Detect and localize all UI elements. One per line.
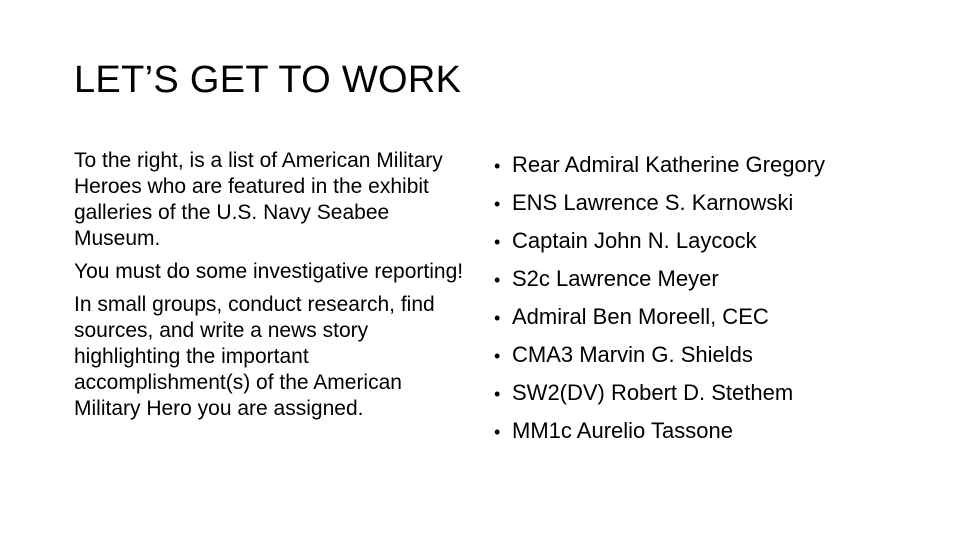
- hero-name: Admiral Ben Moreell, CEC: [512, 304, 769, 329]
- list-item: [494, 412, 924, 450]
- intro-paragraph: You must do some investigative reporting!: [74, 260, 464, 283]
- bullet-icon: •: [494, 384, 501, 404]
- list-item: [494, 298, 924, 336]
- list-item: [494, 336, 924, 374]
- hero-name: SW2(DV) Robert D. Stethem: [512, 380, 794, 405]
- list-item: [494, 222, 924, 260]
- slide-title: LET’S GET TO WORK: [74, 59, 462, 101]
- hero-name: Captain John N. Laycock: [512, 228, 757, 253]
- bullet-icon: •: [494, 346, 501, 366]
- heroes-list: [494, 146, 924, 450]
- bullet-icon: •: [494, 194, 501, 214]
- hero-name: Rear Admiral Katherine Gregory: [512, 152, 826, 177]
- bullet-icon: •: [494, 270, 501, 290]
- hero-name: ENS Lawrence S. Karnowski: [512, 190, 794, 215]
- intro-paragraph: To the right, is a list of American Military Heroes who are featured in the exhibit galleries of the U.S. Navy Seabee Museum.: [74, 149, 443, 250]
- bullet-icon: •: [494, 156, 501, 176]
- list-item: [494, 146, 924, 184]
- bullet-icon: •: [494, 422, 501, 442]
- bullet-icon: •: [494, 308, 501, 328]
- intro-paragraph: In small groups, conduct research, find sources, and write a news story highlighting the important accomplishment(s) of the American Military Hero you are assigned.: [74, 293, 435, 420]
- list-item: [494, 260, 924, 298]
- instructions-text-box: [74, 148, 474, 429]
- list-item: [494, 184, 924, 222]
- hero-name: S2c Lawrence Meyer: [512, 266, 719, 291]
- list-item: [494, 374, 924, 412]
- hero-name: MM1c Aurelio Tassone: [512, 418, 733, 443]
- hero-name: CMA3 Marvin G. Shields: [512, 342, 753, 367]
- bullet-icon: •: [494, 232, 501, 252]
